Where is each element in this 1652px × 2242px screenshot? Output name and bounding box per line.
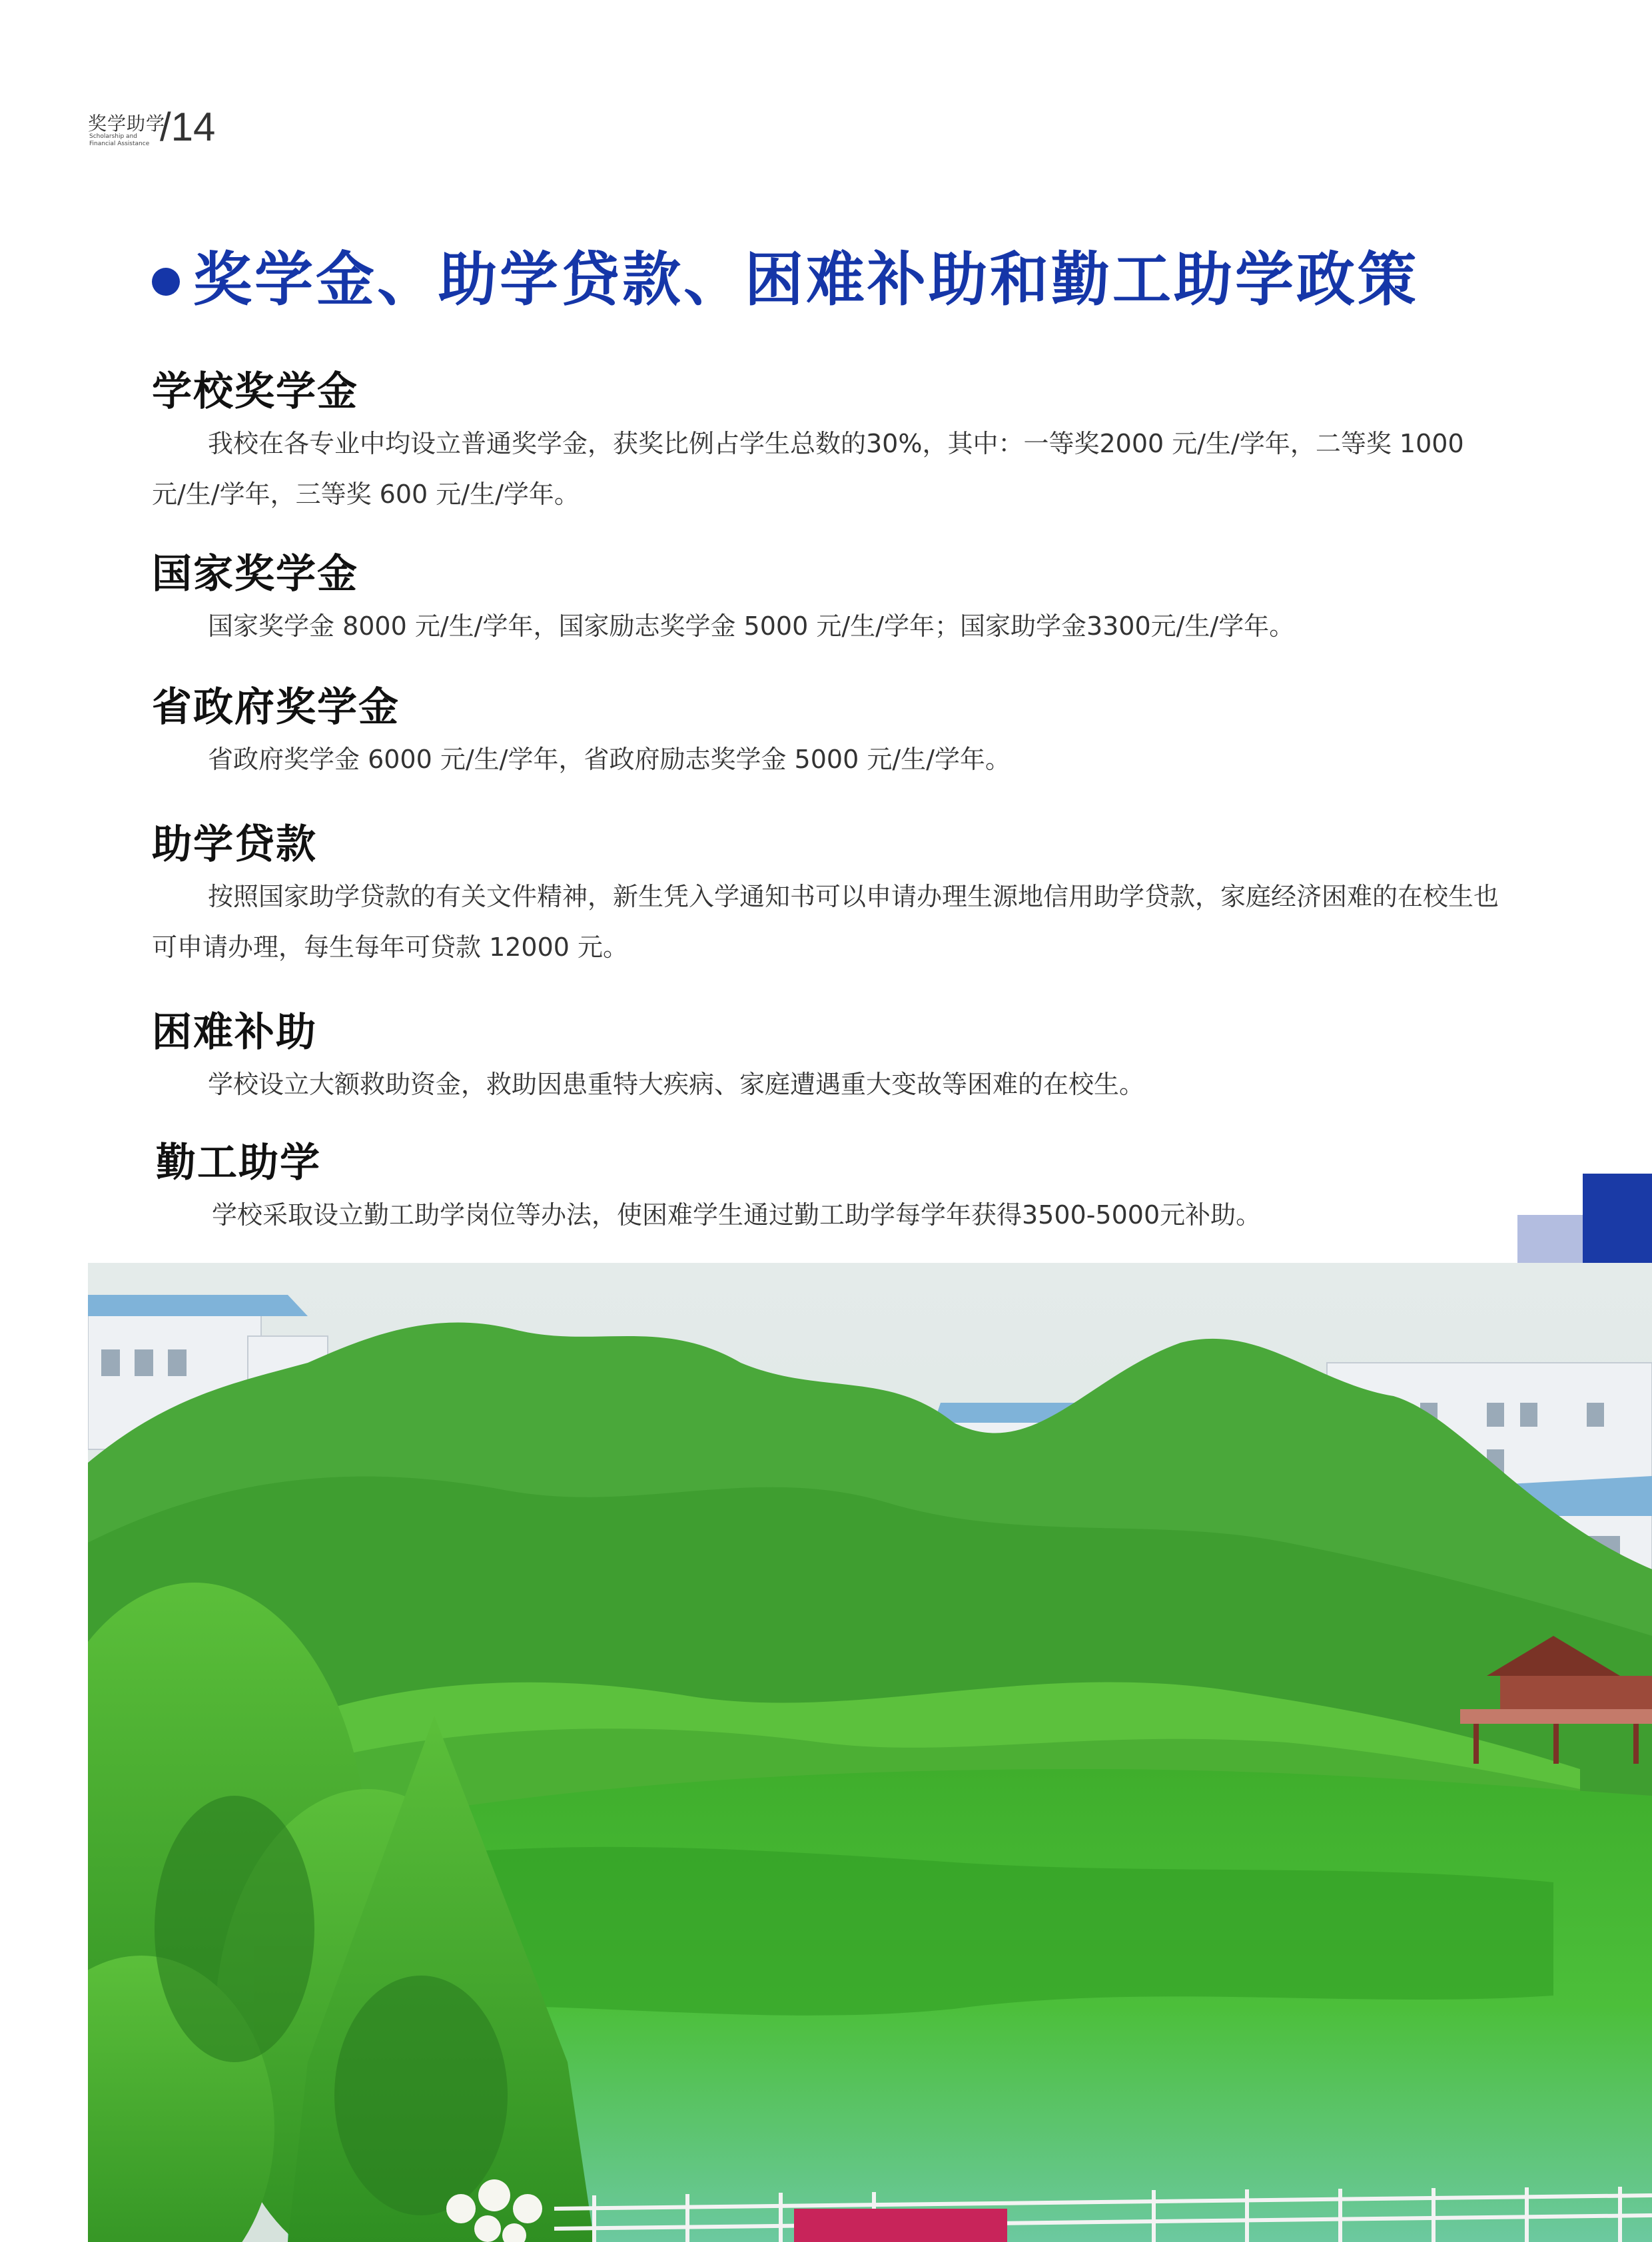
section-work-study (156, 1136, 1508, 1240)
title-text: 奖学金、助学贷款、困难补助和勤工助学政策 (193, 245, 1420, 314)
section-text: 我校在各专业中均设立普通奖学金，获奖比例占学生总数的30%，其中：一等奖2000 元/生/学年，二等奖 1000 元/生/学年，三等奖 600 元/生/学年。 (152, 429, 1464, 509)
section-national-scholarship (152, 548, 1504, 651)
section-text: 学校采取设立勤工助学岗位等办法，使困难学生通过勤工助学每学年获得3500-5000元补助。 (212, 1200, 1262, 1230)
section-text: 国家奖学金 8000 元/生/学年，国家励志奖学金 5000 元/生/学年；国家助学金3300元/生/学年。 (208, 611, 1295, 641)
campus-lake-photo (88, 1263, 1652, 2242)
decor-block-dark (1583, 1174, 1652, 1263)
title-bullet-icon (152, 268, 180, 296)
page-number: /14 (160, 105, 216, 149)
decor-block-light (1517, 1215, 1583, 1263)
section-text: 按照国家助学贷款的有关文件精神，新生凭入学通知书可以申请办理生源地信用助学贷款，家庭经济困难的在校生也可申请办理，每生每年可贷款 12000 元。 (152, 882, 1499, 962)
banner (794, 2209, 1007, 2242)
section-heading: 困难补助 (152, 1009, 317, 1056)
section-school-scholarship (152, 365, 1504, 520)
header-section-name: 奖学助学 (88, 113, 166, 135)
section-text: 省政府奖学金 6000 元/生/学年，省政府励志奖学金 5000 元/生/学年。 (208, 745, 1011, 774)
main-title (152, 240, 1551, 320)
page-header (88, 105, 301, 152)
header-section-english: Scholarship and Financial Assistance (89, 133, 150, 147)
section-heading: 助学贷款 (152, 821, 317, 868)
section-student-loan (152, 818, 1504, 972)
section-heading: 学校奖学金 (152, 368, 358, 415)
section-heading: 国家奖学金 (152, 551, 358, 597)
section-text: 学校设立大额救助资金，救助因患重特大疾病、家庭遭遇重大变故等困难的在校生。 (208, 1070, 1145, 1099)
section-hardship-subsidy (152, 1006, 1504, 1110)
section-heading: 省政府奖学金 (152, 684, 400, 731)
section-provincial-scholarship (152, 681, 1504, 785)
section-heading: 勤工助学 (156, 1140, 321, 1186)
